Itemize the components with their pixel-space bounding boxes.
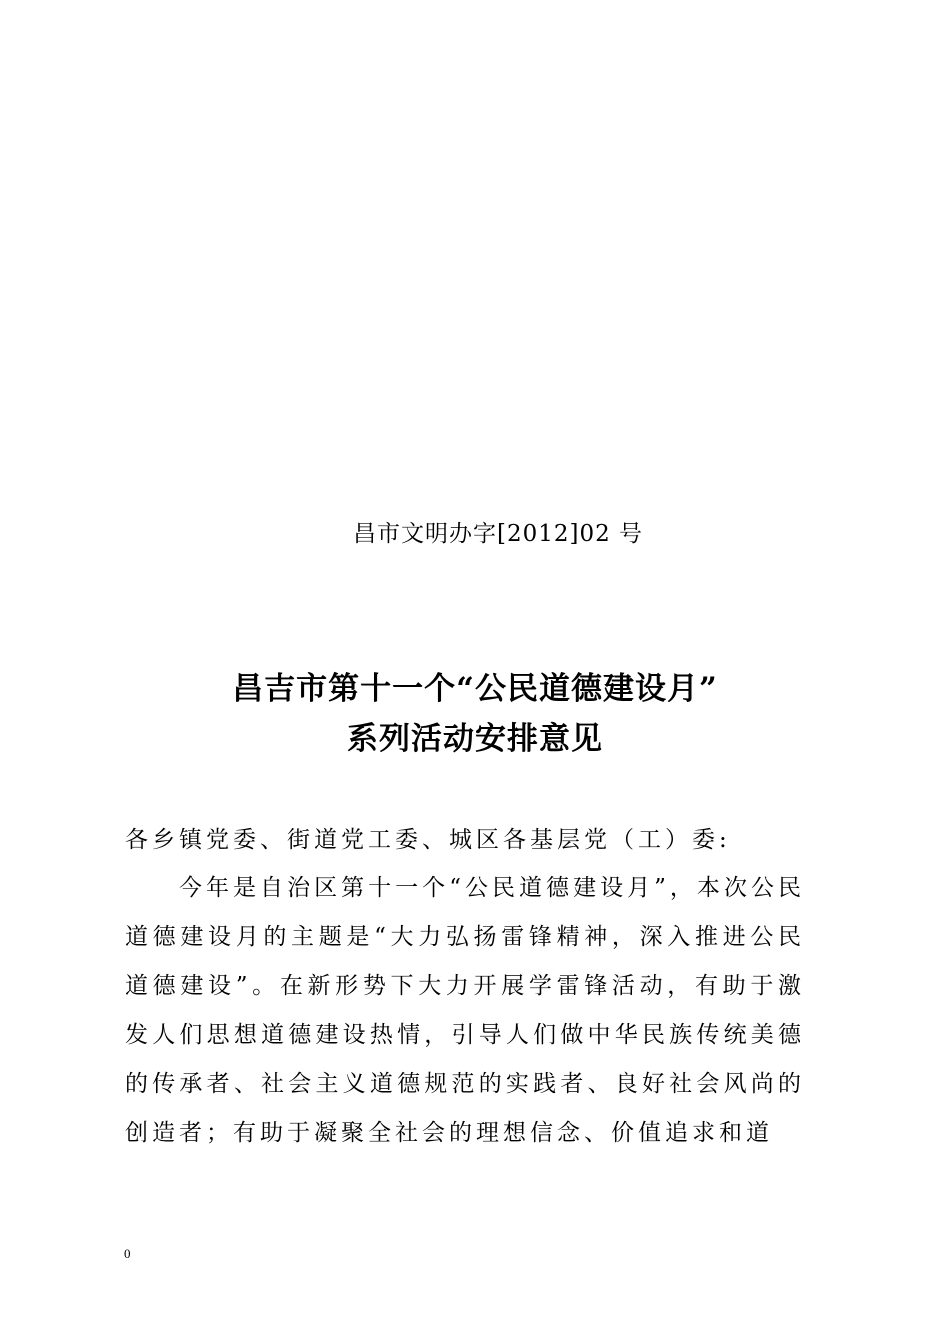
page-number: 0: [124, 1246, 131, 1261]
document-title: [0, 664, 950, 764]
title-line-1: 昌吉市第十一个“公民道德建设月”: [232, 671, 718, 707]
document-number: 昌市文明办字[2012]02 号: [352, 521, 644, 547]
salutation: 各乡镇党委、街道党工委、城区各基层党（工）委:: [125, 827, 731, 853]
title-line-2: 系列活动安排意见: [347, 721, 603, 757]
body-paragraph: 今年是自治区第十一个“公民道德建设月”，本次公民道德建设月的主题是“大力弘扬雷锋精神，深入推进公民道德建设”。在新形势下大力开展学雷锋活动，有助于激发人们思想道德建设热情，引导人们做中华民族传统美德的传承者、社会主义道德规范的实践者、良好社会风尚的创造者；有助于凝聚全社会的理想信念、价值追求和道: [125, 875, 805, 1146]
